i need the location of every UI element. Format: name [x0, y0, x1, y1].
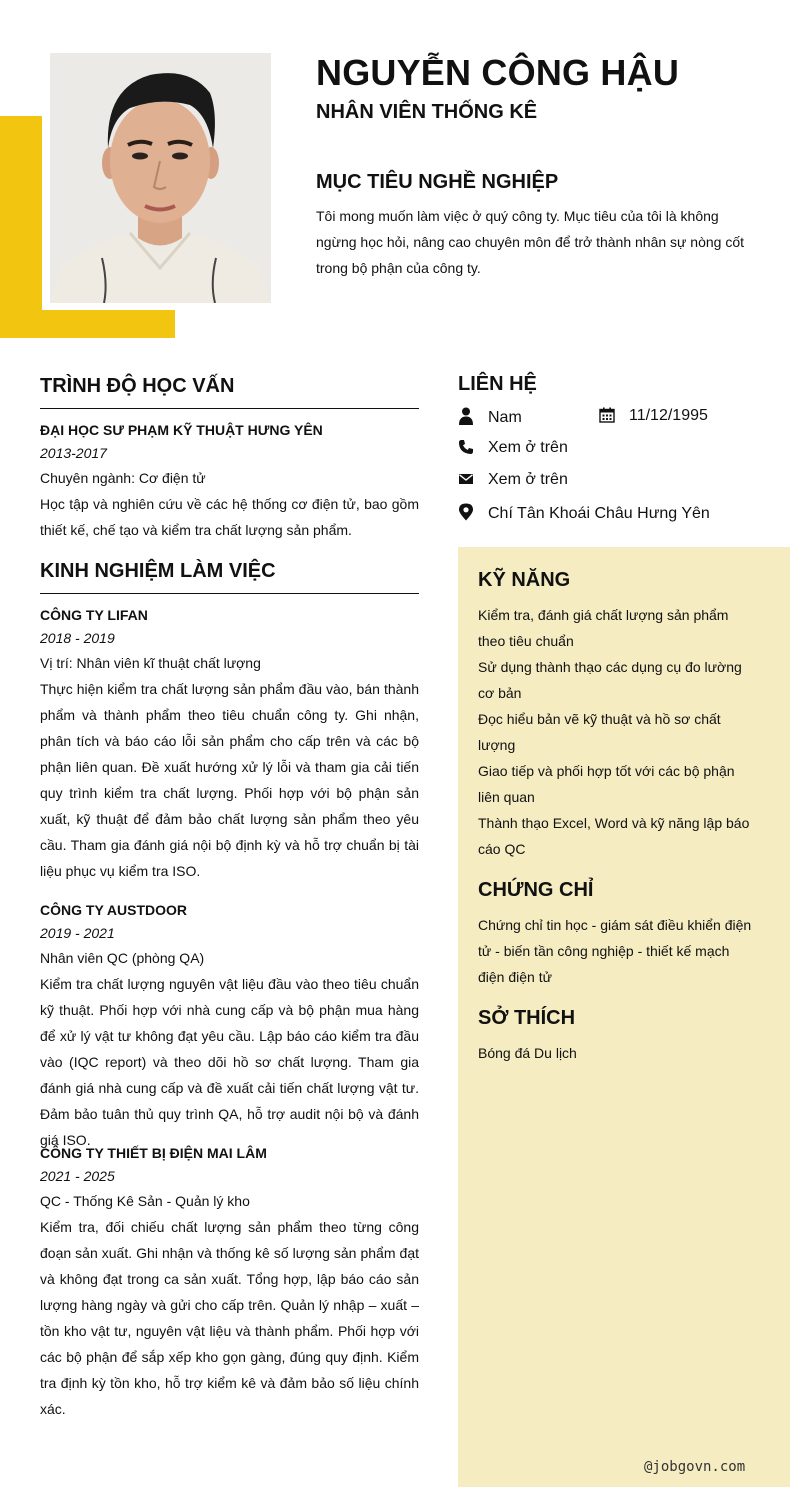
skill-item: Kiểm tra, đánh giá chất lượng sản phẩm theo tiêu chuẩn	[478, 607, 729, 649]
job-role: Nhân viên QC (phòng QA)	[40, 950, 205, 966]
calendar-icon	[599, 407, 615, 425]
certificates-text: Chứng chỉ tin học - giám sát điều khiển điện tử - biến tần công nghiệp - thiết kế mạch điện điện tử	[478, 917, 752, 985]
job-title: NHÂN VIÊN THỐNG KÊ	[316, 101, 538, 123]
skills-title: KỸ NĂNG	[478, 569, 571, 591]
contact-phone	[458, 439, 568, 457]
job-description: Kiểm tra chất lượng nguyên vật liệu đầu vào theo tiêu chuẩn kỹ thuật. Phối hợp với nhà cung cấp và bộ phận mua hàng để xử lý vật tư không đạt yêu cầu. Lập báo cáo kiểm tra đầu vào (IQC report) và theo dõi hồ sơ chất lượng. Tham gia đánh giá nhà cung cấp và đề xuất cải tiến chất lượng vật tư. Đảm bảo tuân thủ quy trình QA, hỗ trợ audit nội bộ và đánh giá ISO.	[40, 976, 419, 1148]
contact-gender	[458, 407, 522, 427]
skill-item: Giao tiếp và phối hợp tốt với các bộ phận liên quan	[478, 763, 735, 805]
education-title: TRÌNH ĐỘ HỌC VẤN	[40, 375, 235, 397]
objective-text: Tôi mong muốn làm việc ở quý công ty. Mục tiêu của tôi là không ngừng học hỏi, nâng cao chuyên môn để trở thành nhân sự nòng cốt trong bộ phận của công ty.	[316, 208, 744, 276]
location-pin-icon	[458, 503, 474, 521]
skill-item: Sử dụng thành thạo các dụng cụ đo lường cơ bản	[478, 659, 742, 701]
phone-value: Xem ở trên	[488, 439, 568, 456]
experience-divider	[40, 593, 419, 594]
job-description: Kiểm tra, đối chiếu chất lượng sản phẩm theo từng công đoạn sản xuất. Ghi nhận và thống kê số lượng sản phẩm đạt và không đạt trong ca sản xuất. Tổng hợp, lập báo cáo sản lượng hàng ngày và gửi cho cấp trên. Quản lý nhập – xuất – tồn kho vật tư, nguyên vật liệu và thành phẩm. Phối hợp với các bộ phận để sắp xếp kho gọn gàng, đúng quy định. Kiểm tra định kỳ tồn kho, hỗ trợ kiểm kê và đảm bảo số liệu chính xác.	[40, 1219, 419, 1417]
education-school: ĐẠI HỌC SƯ PHẠM KỸ THUẬT HƯNG YÊN	[40, 422, 323, 438]
education-divider	[40, 408, 419, 409]
education-period: 2013-2017	[40, 445, 107, 461]
job-role: Vị trí: Nhân viên kĩ thuật chất lượng	[40, 655, 261, 671]
skill-item: Đọc hiểu bản vẽ kỹ thuật và hồ sơ chất lượng	[478, 711, 721, 753]
hobbies-title: SỞ THÍCH	[478, 1007, 576, 1029]
contact-title: LIÊN HỆ	[458, 373, 537, 395]
experience-title: KINH NGHIỆM LÀM VIỆC	[40, 560, 276, 582]
address-value: Chí Tân Khoái Châu Hưng Yên	[488, 505, 710, 522]
job-company: CÔNG TY AUSTDOOR	[40, 902, 188, 918]
job-company: CÔNG TY THIẾT BỊ ĐIỆN MAI LÂM	[40, 1145, 267, 1161]
profile-photo	[50, 53, 271, 303]
job-period: 2018 - 2019	[40, 630, 115, 646]
gender-value: Nam	[488, 409, 522, 426]
objective-title: MỤC TIÊU NGHỀ NGHIỆP	[316, 171, 559, 193]
education-description: Học tập và nghiên cứu về các hệ thống cơ điện tử, bao gồm thiết kế, chế tạo và kiểm tra chất lượng sản phẩm.	[40, 496, 419, 538]
job-period: 2021 - 2025	[40, 1168, 115, 1184]
job-period: 2019 - 2021	[40, 925, 115, 941]
birthday-value: 11/12/1995	[629, 407, 708, 424]
contact-birthday	[599, 407, 708, 425]
person-icon	[458, 407, 474, 425]
phone-icon	[458, 439, 474, 457]
contact-address	[458, 503, 710, 523]
skill-item: Thành thạo Excel, Word và kỹ năng lập báo cáo QC	[478, 815, 750, 857]
job-role: QC - Thống Kê Sản - Quản lý kho	[40, 1193, 250, 1209]
mail-icon	[458, 471, 474, 489]
watermark: @jobgovn.com	[644, 1459, 746, 1475]
hobbies-text: Bóng đá Du lịch	[478, 1045, 577, 1061]
job-description: Thực hiện kiểm tra chất lượng sản phẩm đầu vào, bán thành phẩm và thành phẩm theo tiêu chuẩn công ty. Ghi nhận, phân tích và báo cáo lỗi sản phẩm cho cấp trên và các bộ phận liên quan. Đề xuất hướng xử lý lỗi và tham gia cải tiến quy trình kiểm tra chất lượng. Phối hợp với bộ phận sản xuất, kỹ thuật để đảm bảo chất lượng sản phẩm theo yêu cầu. Tham gia đánh giá nội bộ định kỳ và hỗ trợ chuẩn bị tài liệu phục vụ kiểm tra ISO.	[40, 681, 419, 879]
job-company: CÔNG TY LIFAN	[40, 607, 148, 623]
candidate-name: NGUYỄN CÔNG HẬU	[316, 52, 680, 93]
accent-bar-horizontal	[0, 310, 175, 338]
education-major: Chuyên ngành: Cơ điện tử	[40, 470, 206, 486]
accent-bar-vertical	[0, 116, 42, 338]
contact-email	[458, 471, 568, 489]
email-value: Xem ở trên	[488, 471, 568, 488]
certificates-title: CHỨNG CHỈ	[478, 879, 594, 901]
